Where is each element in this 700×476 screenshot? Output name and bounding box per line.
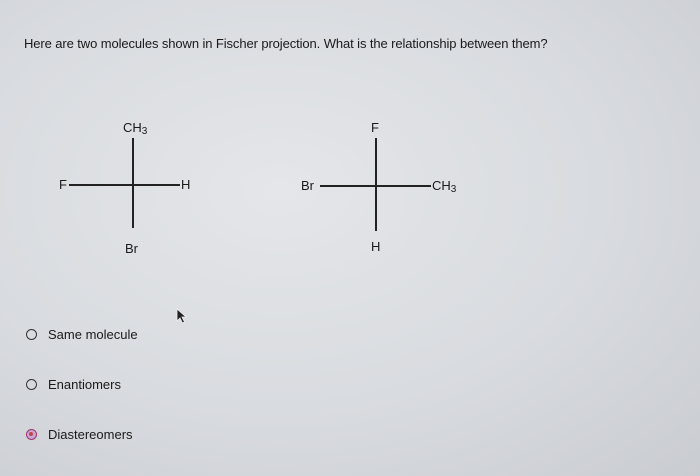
- option-label: Same molecule: [48, 327, 138, 342]
- question-text: Here are two molecules shown in Fischer projection. What is the relationship between them?: [24, 36, 548, 51]
- bottom-substituent: H: [371, 239, 381, 254]
- top-substituent: F: [371, 120, 379, 135]
- vertical-bond: [132, 138, 134, 228]
- option-same-molecule[interactable]: [26, 327, 138, 342]
- horizontal-bond: [69, 184, 180, 186]
- radio-button[interactable]: [26, 379, 37, 390]
- horizontal-bond: [320, 185, 431, 187]
- mouse-cursor-icon: [176, 308, 188, 324]
- option-enantiomers[interactable]: [26, 377, 121, 392]
- left-substituent: Br: [301, 178, 314, 193]
- top-substituent: $CH_3$: [123, 120, 148, 137]
- radio-button[interactable]: [26, 329, 37, 340]
- bottom-substituent: Br: [125, 241, 138, 256]
- left-substituent: F: [59, 177, 67, 192]
- right-substituent: H: [181, 177, 191, 192]
- option-diastereomers[interactable]: [26, 427, 133, 442]
- radio-button-selected[interactable]: [26, 429, 37, 440]
- option-label: Diastereomers: [48, 427, 133, 442]
- right-substituent: $CH_3$: [432, 178, 457, 195]
- option-label: Enantiomers: [48, 377, 121, 392]
